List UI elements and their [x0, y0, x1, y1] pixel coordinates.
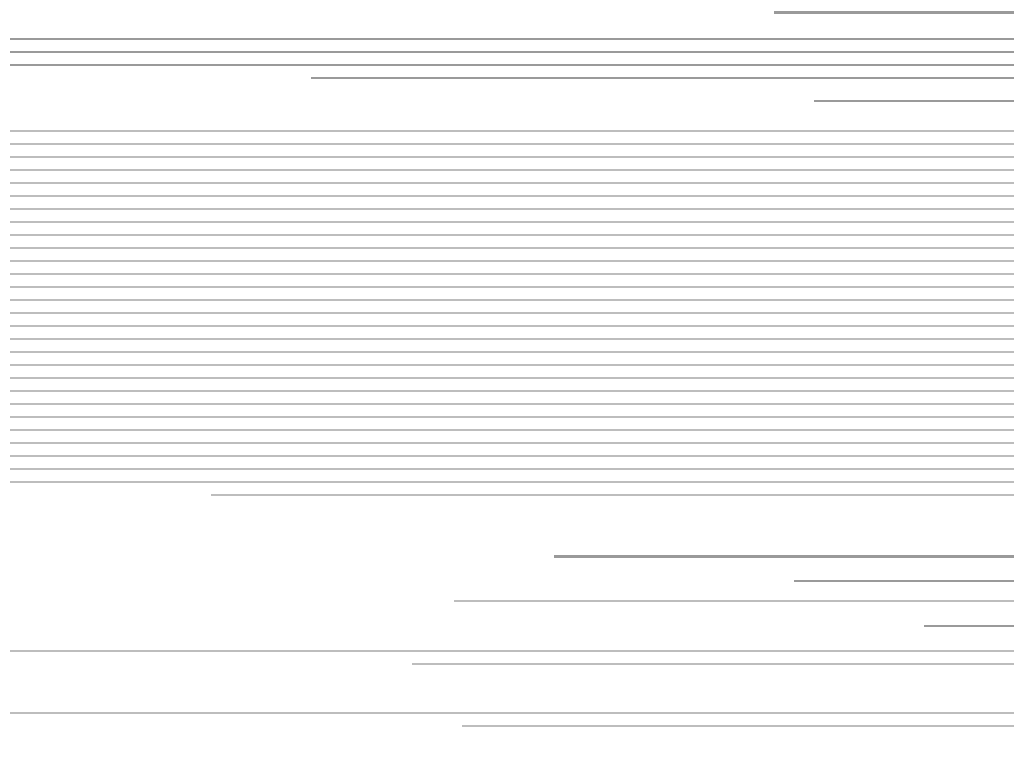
docs-list — [454, 600, 1014, 613]
document-heading — [774, 6, 1014, 20]
section-heading-rules — [924, 625, 1014, 638]
signature-line — [554, 555, 1014, 558]
rule-2 — [10, 712, 1014, 738]
intro-paragraph — [10, 38, 1014, 90]
section-heading-docs — [794, 580, 1014, 593]
rule-1 — [10, 650, 1014, 676]
section-heading-specs — [814, 100, 1014, 113]
main-body — [10, 130, 1014, 507]
